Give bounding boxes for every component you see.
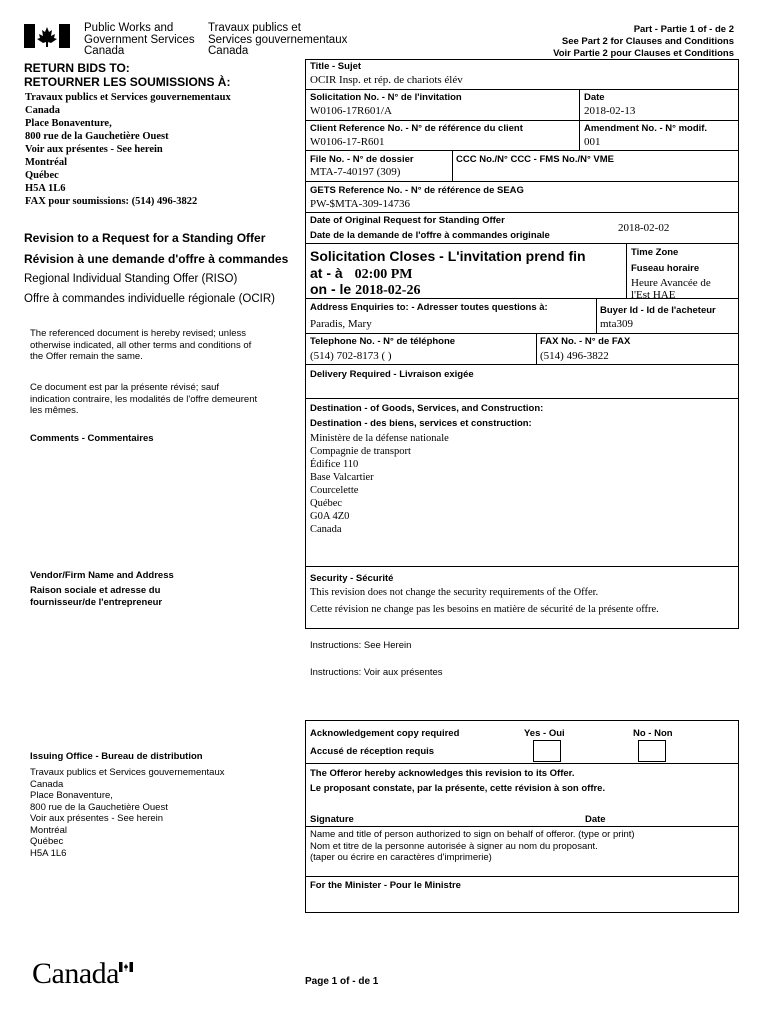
closes-date-line — [310, 281, 420, 299]
time-zone-value-2: l'Est HAE — [631, 289, 676, 298]
return-bids-address: Travaux publics et Services gouvernementaux Canada Place Bonaventure, 800 rue de la Gauchetière Ouest Voir aux présentes - See herein Montréal Québec H5A 1L6 FAX pour soumissions: (514) 496-3822 — [25, 92, 231, 207]
destination-label-en: Destination - of Goods, Services, and Construction: — [310, 403, 544, 414]
original-date-label-fr: Date de la demande de l'offre à commandes originale — [310, 230, 550, 241]
yes-checkbox[interactable] — [533, 740, 561, 762]
amendment-label: Amendment No. - N° modif. — [584, 123, 708, 134]
signature-date-label: Date — [585, 814, 606, 825]
file-number-value: MTA-7-40197 (309) — [310, 166, 401, 178]
revision-title-fr: Révision à une demande d'offre à commandes — [24, 252, 289, 266]
vendor-label-fr: Raison sociale et adresse du fournisseur/de l'entrepreneur — [30, 585, 163, 608]
client-reference-value: W0106-17-R601 — [310, 136, 385, 148]
yes-label: Yes - Oui — [524, 728, 565, 739]
name-title-instructions: Name and title of person authorized to sign on behalf of offeror. (type or print) Nom et titre de la personne autorisée à signer au nom du proposant. (taper ou écrire en caractères d'imprimerie) — [310, 829, 635, 863]
security-label: Security - Sécurité — [310, 573, 394, 584]
for-minister-label: For the Minister - Pour le Ministre — [310, 880, 461, 891]
return-bids-title-fr: RETOURNER LES SOUMISSIONS À: — [24, 75, 231, 89]
date-value: 2018-02-13 — [584, 105, 636, 117]
fax-value: (514) 496-3822 — [540, 350, 609, 362]
closes-date-value: 2018-02-26 — [355, 283, 421, 298]
date-label: Date — [584, 92, 605, 103]
closes-time-value: 02:00 PM — [354, 267, 413, 282]
canada-wordmark-text: Canada — [32, 957, 119, 990]
return-bids-title-en: RETURN BIDS TO: — [24, 61, 130, 75]
destination-label-fr: Destination - des biens, services et construction: — [310, 418, 532, 429]
issuing-office-address: Travaux publics et Services gouvernementaux Canada Place Bonaventure, 800 rue de la Gauchetière Ouest Voir aux présentes - See herein Montréal Québec H5A 1L6 — [30, 767, 225, 859]
buyer-id-label: Buyer Id - Id de l'acheteur — [600, 305, 716, 316]
ack-required-label: Acknowledgement copy required — [310, 728, 460, 739]
page-number: Page 1 of - de 1 — [305, 976, 379, 987]
revision-notice-en: The referenced document is hereby revised; unless otherwise indicated, all other terms and conditions of the Offer remain the same. — [30, 328, 252, 362]
time-zone-value-1: Heure Avancée de — [631, 277, 711, 289]
buyer-id-value: mta309 — [600, 318, 633, 330]
security-text-fr: Cette révision ne change pas les besoins en matière de sécurité de la présente offre. — [310, 604, 659, 615]
no-label: No - Non — [633, 728, 673, 739]
department-name-fr: Travaux publics et Services gouvernementaux Canada — [208, 22, 348, 57]
standing-offer-type-fr: Offre à commandes individuelle régionale (OCIR) — [24, 293, 275, 305]
solicitation-closes-title: Solicitation Closes - L'invitation prend fin — [310, 248, 586, 264]
standing-offer-type-en: Regional Individual Standing Offer (RISO) — [24, 273, 238, 285]
ack-required-label-fr: Accusé de réception requis — [310, 746, 435, 757]
gets-reference-label: GETS Reference No. - N° de référence de SEAG — [310, 185, 524, 196]
ccc-number-label: CCC No./N° CCC - FMS No./N° VME — [456, 154, 615, 165]
comments-label: Comments - Commentaires — [30, 433, 154, 444]
client-reference-label: Client Reference No. - N° de référence du client — [310, 123, 523, 134]
department-name-en: Public Works and Government Services Canada — [84, 22, 195, 57]
offeror-ack-fr: Le proposant constate, par la présente, cette révision à son offre. — [310, 783, 606, 794]
time-zone-label-en: Time Zone — [631, 247, 679, 258]
signature-label: Signature — [310, 814, 354, 825]
no-checkbox[interactable] — [638, 740, 666, 762]
fax-label: FAX No. - N° de FAX — [540, 336, 631, 347]
time-zone-value-clip — [631, 289, 721, 298]
revision-title-en: Revision to a Request for a Standing Offer — [24, 231, 266, 245]
vendor-label-en: Vendor/Firm Name and Address — [30, 570, 174, 581]
time-zone-label-fr: Fuseau horaire — [631, 263, 700, 274]
address-enquiries-value: Paradis, Mary — [310, 318, 372, 330]
wordmark-flag-icon — [119, 962, 133, 972]
security-text-en: This revision does not change the security requirements of the Offer. — [310, 587, 599, 598]
original-date-label-en: Date of Original Request for Standing Offer — [310, 215, 505, 226]
issuing-office-label: Issuing Office - Bureau de distribution — [30, 751, 203, 762]
instructions-en: Instructions: See Herein — [310, 640, 412, 651]
canada-wordmark — [32, 957, 119, 991]
destination-address: Ministère de la défense nationale Compagnie de transport Édifice 110 Base Valcartier Courcelette Québec G0A 4Z0 Canada — [310, 433, 449, 535]
address-enquiries-label: Address Enquiries to: - Adresser toutes questions à: — [310, 302, 548, 313]
telephone-label: Telephone No. - N° de téléphone — [310, 336, 456, 347]
instructions-fr: Instructions: Voir aux présentes — [310, 667, 443, 678]
gets-reference-value: PW-$MTA-309-14736 — [310, 198, 410, 210]
solicitation-label: Solicitation No. - N° de l'invitation — [310, 92, 462, 103]
delivery-required-label: Delivery Required - Livraison exigée — [310, 369, 474, 380]
telephone-value: (514) 702-8173 ( ) — [310, 350, 392, 362]
government-logo — [24, 24, 70, 48]
canada-flag-icon — [24, 24, 70, 48]
part-indicator: Part - Partie 1 of - de 2 — [633, 24, 734, 35]
file-number-label: File No. - N° de dossier — [310, 154, 414, 165]
amendment-value: 001 — [584, 136, 601, 148]
closes-at-label: at - à — [310, 265, 343, 281]
offeror-ack-en: The Offeror hereby acknowledges this revision to its Offer. — [310, 768, 575, 779]
title-value: OCIR Insp. et rép. de chariots élév — [310, 74, 463, 86]
solicitation-value: W0106-17R601/A — [310, 105, 392, 117]
closes-on-label: on - le — [310, 281, 352, 297]
original-date-value: 2018-02-02 — [618, 222, 670, 234]
revision-notice-fr: Ce document est par la présente révisé; sauf indication contraire, les modalités de l'offre demeurent les mêmes. — [30, 382, 258, 416]
see-part2-fr: Voir Partie 2 pour Clauses et Conditions — [553, 48, 734, 59]
title-label: Title - Sujet — [310, 61, 362, 72]
see-part2-en: See Part 2 for Clauses and Conditions — [561, 36, 734, 47]
